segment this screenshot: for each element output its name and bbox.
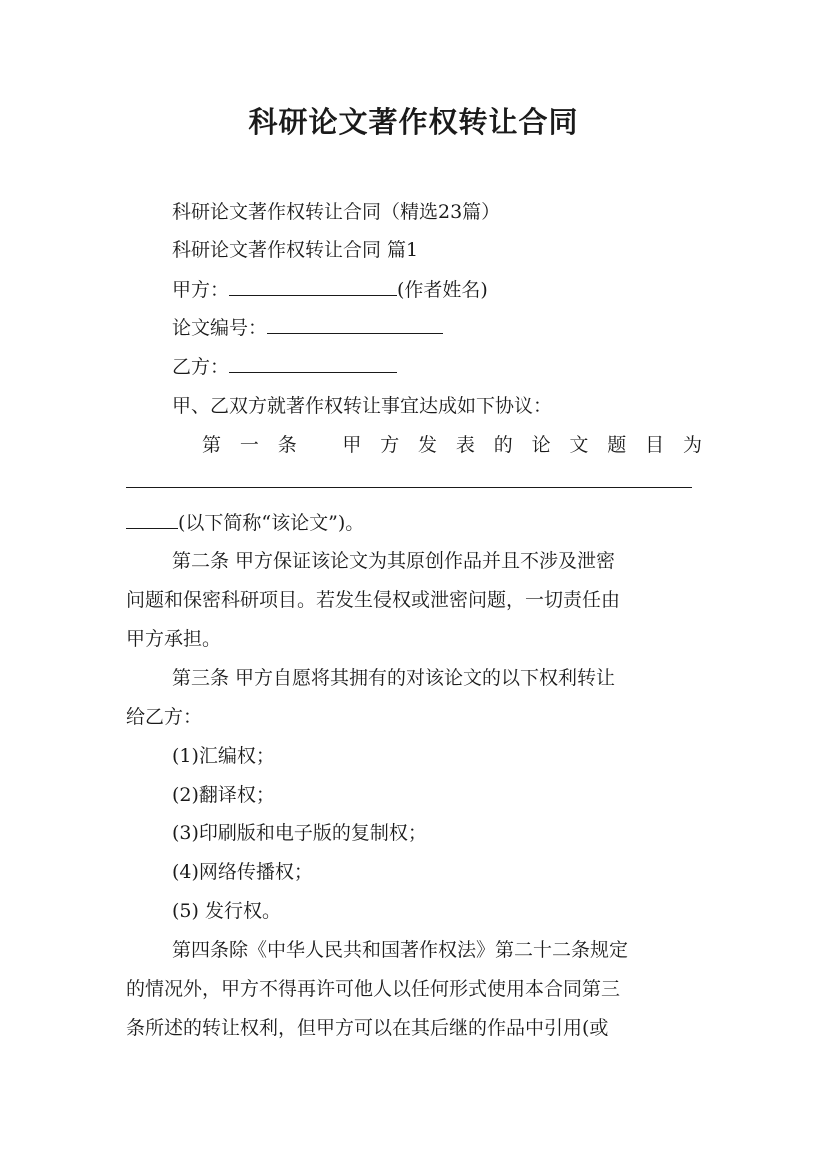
article-1-char: 文 (569, 434, 589, 456)
article-1-title-blank (126, 487, 692, 488)
party-a-line (172, 276, 702, 304)
article-4-line: 条所述的转让权利，但甲方可以在其后继的作品中引用(或 (126, 1017, 609, 1039)
article-1-char: 题 (607, 434, 627, 456)
right-item: (1)汇编权； (172, 745, 275, 767)
article-2-line: 甲方承担。 (126, 628, 222, 650)
article-1-char: 第 (202, 434, 222, 456)
party-a-label: 甲方： (172, 279, 230, 301)
section-heading: 科研论文著作权转让合同 篇1 (172, 239, 419, 261)
article-2-line: 第二条 甲方保证该论文为其原创作品并且不涉及泄密 (172, 550, 616, 572)
article-4-line: 第四条除《中华人民共和国著作权法》第二十二条规定 (172, 939, 629, 961)
document-subtitle: 科研论文著作权转让合同（精选23篇） (172, 201, 501, 223)
article-1-char: 为 (682, 434, 702, 456)
article-4-line: 的情况外，甲方不得再许可他人以任何形式使用本合同第三 (126, 978, 621, 1000)
right-item: (3)印刷版和电子版的复制权； (172, 822, 427, 844)
article-1-short-blank (126, 510, 178, 529)
article-1-char: 方 (380, 434, 400, 456)
paper-number-label: 论文编号： (172, 317, 268, 339)
article-1-char: 发 (418, 434, 438, 456)
article-3-line: 第三条 甲方自愿将其拥有的对该论文的以下权利转让 (172, 667, 616, 689)
article-1-char: 论 (531, 434, 551, 456)
article-1-char: 目 (645, 434, 665, 456)
article-1-char: 甲 (342, 434, 362, 456)
agreement-intro: 甲、乙双方就著作权转让事宜达成如下协议： (172, 395, 553, 417)
article-1-char: 一 (239, 434, 259, 456)
right-item: (4)网络传播权； (172, 861, 313, 883)
article-1-tail-line (126, 509, 702, 537)
party-b-label: 乙方： (172, 356, 230, 378)
article-1-char: 表 (455, 434, 475, 456)
document-title: 科研论文著作权转让合同 (248, 105, 579, 139)
party-a-suffix: (作者姓名) (397, 279, 488, 301)
party-a-blank (229, 277, 397, 296)
article-3-line: 给乙方： (126, 706, 203, 728)
article-1-char: 的 (493, 434, 513, 456)
article-1-tail: (以下简称“该论文”)。 (178, 512, 365, 534)
party-b-line (172, 353, 702, 381)
paper-number-line (172, 314, 702, 342)
article-1-gap (316, 431, 324, 459)
right-item: (2)翻译权； (172, 784, 275, 806)
article-1-char: 条 (277, 434, 297, 456)
party-b-blank (229, 354, 397, 373)
article-1-line (202, 431, 702, 459)
paper-number-blank (267, 315, 443, 334)
right-item: (5) 发行权。 (172, 900, 281, 922)
article-2-line: 问题和保密科研项目。若发生侵权或泄密问题，一切责任由 (126, 589, 621, 611)
